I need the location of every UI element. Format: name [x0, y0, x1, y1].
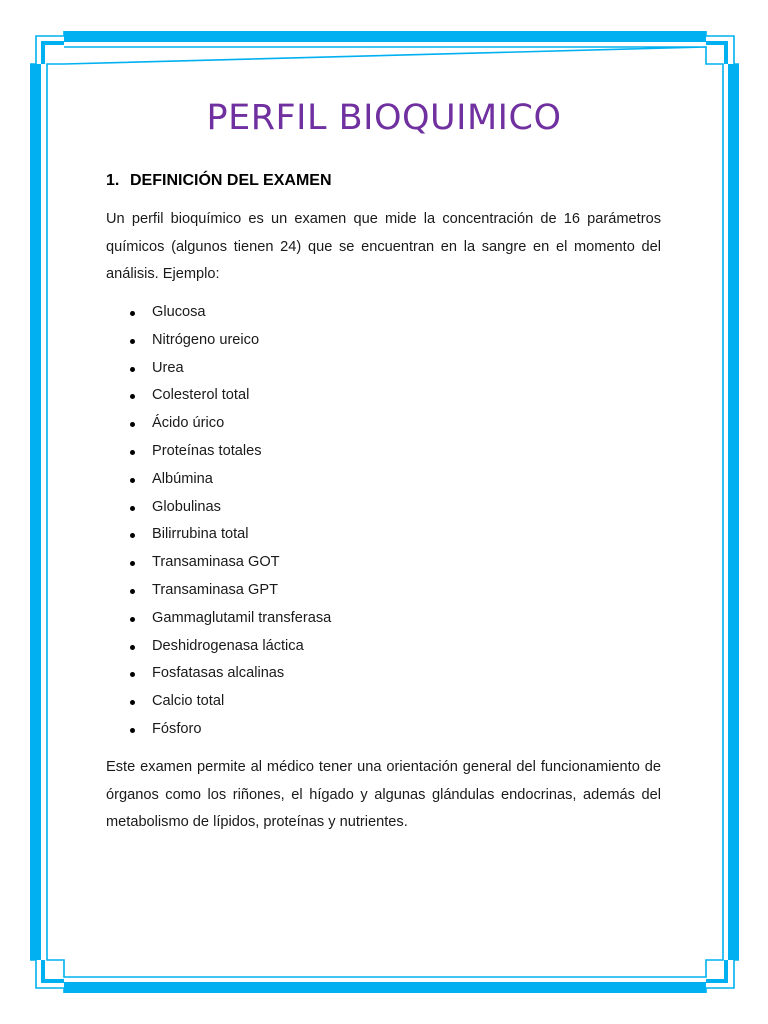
bullet-icon	[130, 561, 135, 566]
bullet-icon	[130, 700, 135, 705]
list-item	[106, 577, 626, 605]
list-item-label: Globulinas	[152, 498, 221, 515]
bullet-icon	[130, 478, 135, 483]
bullet-icon	[130, 450, 135, 455]
bullet-icon	[130, 422, 135, 427]
list-item	[106, 494, 626, 522]
list-item	[106, 355, 626, 383]
bullet-icon	[130, 339, 135, 344]
bullet-icon	[130, 394, 135, 399]
list-item-label: Glucosa	[152, 304, 206, 320]
list-item-label: Nitrógeno ureico	[152, 331, 260, 348]
list-item	[106, 410, 626, 438]
list-item	[106, 549, 626, 577]
list-item-label: Albúmina	[152, 470, 213, 487]
list-item	[106, 521, 626, 549]
bullet-icon	[130, 533, 135, 538]
list-item	[106, 605, 626, 633]
list-item-label: Deshidrogenasa láctica	[152, 637, 304, 654]
list-item-label: Proteínas totales	[152, 442, 262, 459]
bullet-icon	[130, 367, 135, 372]
list-item	[106, 660, 626, 688]
intro-paragraph: Un perfil bioquímico es un examen que mide la concentración de 16 parámetros químicos (algunos tienen 24) que se encuentran en la sangre en el momento del análisis. Ejemplo:	[106, 211, 661, 282]
bullet-icon	[130, 672, 135, 677]
list-item-label: Fosfatasas alcalinas	[152, 665, 285, 682]
list-item-label: Bilirrubina total	[152, 526, 249, 543]
list-item	[106, 382, 626, 410]
list-item-label: Calcio total	[152, 693, 225, 710]
bullet-icon	[130, 311, 135, 316]
document-title: PERFIL BIOQUIMICO	[206, 98, 562, 138]
list-item	[106, 633, 626, 661]
section-number: 1.	[106, 172, 120, 189]
section-heading-text: DEFINICIÓN DEL EXAMEN	[130, 172, 332, 189]
list-item	[106, 466, 626, 494]
bullet-icon	[130, 645, 135, 650]
list-item	[106, 299, 626, 327]
list-item	[106, 716, 626, 744]
list-item	[106, 327, 626, 355]
list-item-label: Gammaglutamil transferasa	[152, 609, 332, 626]
list-item-label: Urea	[152, 359, 184, 376]
list-item	[106, 688, 626, 716]
bullet-icon	[130, 617, 135, 622]
list-item-label: Colesterol total	[152, 387, 250, 404]
list-item-label: Transaminasa GPT	[152, 581, 278, 598]
list-item	[106, 438, 626, 466]
list-item-label: Ácido úrico	[152, 415, 225, 432]
parameter-list	[106, 299, 626, 744]
list-item-label: Transaminasa GOT	[152, 554, 280, 571]
bullet-icon	[130, 728, 135, 733]
list-item-label: Fósforo	[152, 720, 202, 737]
closing-paragraph: Este examen permite al médico tener una orientación general del funcionamiento de órganos como los riñones, el hígado y algunas glándulas endocrinas, además del metabolismo de lípidos, proteínas y nutrientes.	[106, 759, 661, 830]
bullet-icon	[130, 589, 135, 594]
section-heading	[106, 170, 332, 192]
bullet-icon	[130, 506, 135, 511]
